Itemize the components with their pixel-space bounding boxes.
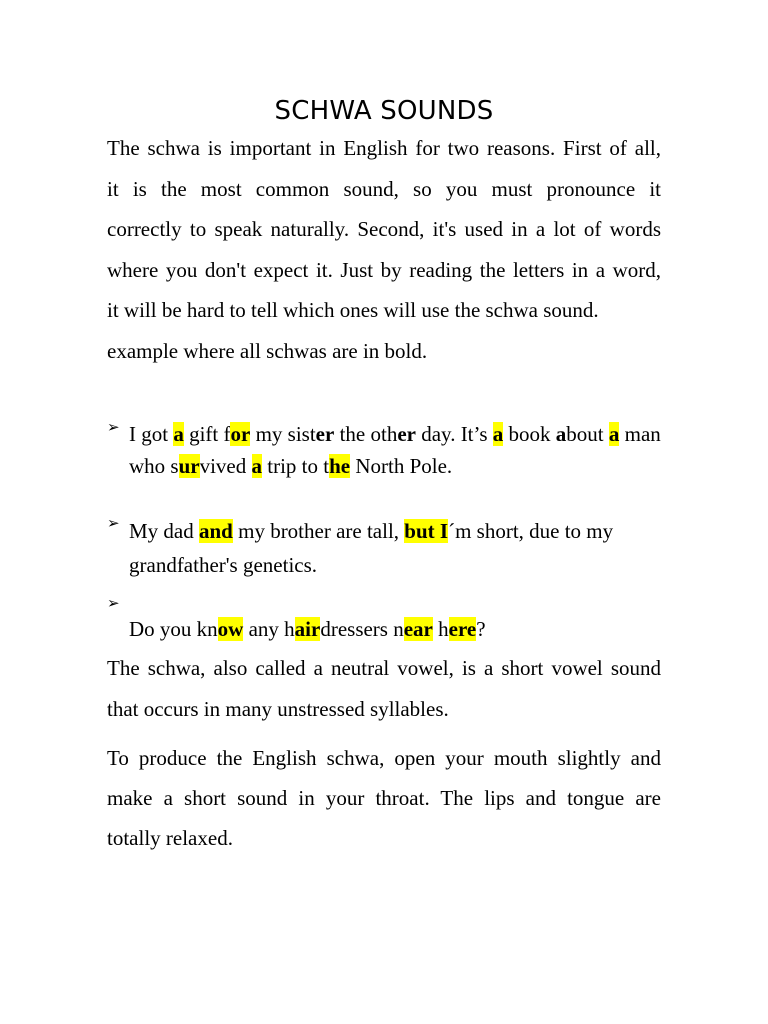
schwa-highlight: a [251,454,262,478]
text-run: man [619,422,661,446]
paragraph-line: make a short sound in your throat. The lips and tongue are [107,786,661,810]
paragraph-line: To produce the English schwa, open your mouth slightly and [107,746,661,770]
schwa-highlight: but I [404,519,449,543]
text-run: trip to t [262,454,330,478]
page-title: SCHWA SOUNDS [274,96,494,126]
text-run: Do you kn [129,617,218,641]
text-run: my brother are tall, [232,519,405,543]
neutral-vowel-paragraph [107,648,661,729]
schwa-highlight: ow [217,617,244,641]
example-line [129,418,689,450]
text-run: ? [476,617,486,641]
example-line [129,450,689,482]
schwa-highlight: he [329,454,351,478]
intro-line: where you don't expect it. Just by reading the letters in a word, [107,257,661,282]
schwa-highlight: ere [448,617,477,641]
text-run: any h [243,617,295,641]
intro-line: The schwa is important in English for two reasons. First of all, [107,136,661,160]
example-text [129,614,689,644]
intro-line: it is the most common sound, so you must pronounce it [107,176,661,201]
example-text [129,514,689,582]
schwa-highlight: ur [178,454,200,478]
text-run: h [432,617,449,641]
text-run: the oth [334,422,398,446]
schwa-bold: er [397,422,416,446]
text-run: day. It’s [415,422,493,446]
arrow-bullet-icon: ➢ [107,514,120,532]
intro-paragraph [107,128,661,371]
production-paragraph [107,738,661,858]
schwa-highlight: a [173,422,184,446]
arrow-bullet-icon: ➢ [107,594,120,612]
paragraph-line: that occurs in many unstressed syllables. [107,696,449,721]
schwa-highlight: air [294,617,321,641]
text-run: North Pole. [350,454,453,478]
text-run: gift f [183,422,231,446]
paragraph-line: The schwa, also called a neutral vowel, is a short vowel sound [107,656,661,680]
text-run: I got [129,422,174,446]
text-run: who s [129,454,179,478]
text-run: book [503,422,556,446]
example-text [129,418,689,482]
text-run: my sist [250,422,316,446]
intro-line: it will be hard to tell which ones will use the schwa sound. [107,298,599,322]
schwa-highlight: or [230,422,251,446]
text-run: bout [566,422,609,446]
example-line [129,614,689,644]
text-run: dressers n [320,617,404,641]
schwa-bold: a [555,422,567,446]
text-run: grandfather's genetics. [129,553,318,577]
schwa-highlight: a [492,422,504,446]
example-line [129,514,689,548]
paragraph-line: totally relaxed. [107,826,233,850]
text-run: ´m short, due to my [448,519,614,543]
text-run: vived [199,454,252,478]
example-line [129,548,689,582]
schwa-highlight: and [199,519,233,543]
schwa-bold: er [315,422,335,446]
arrow-bullet-icon: ➢ [107,418,120,436]
schwa-highlight: a [608,422,620,446]
intro-line: example where all schwas are in bold. [107,338,428,363]
intro-line: correctly to speak naturally. Second, it's used in a lot of words [107,217,661,241]
text-run: My dad [129,519,199,543]
schwa-highlight: ear [403,617,433,641]
